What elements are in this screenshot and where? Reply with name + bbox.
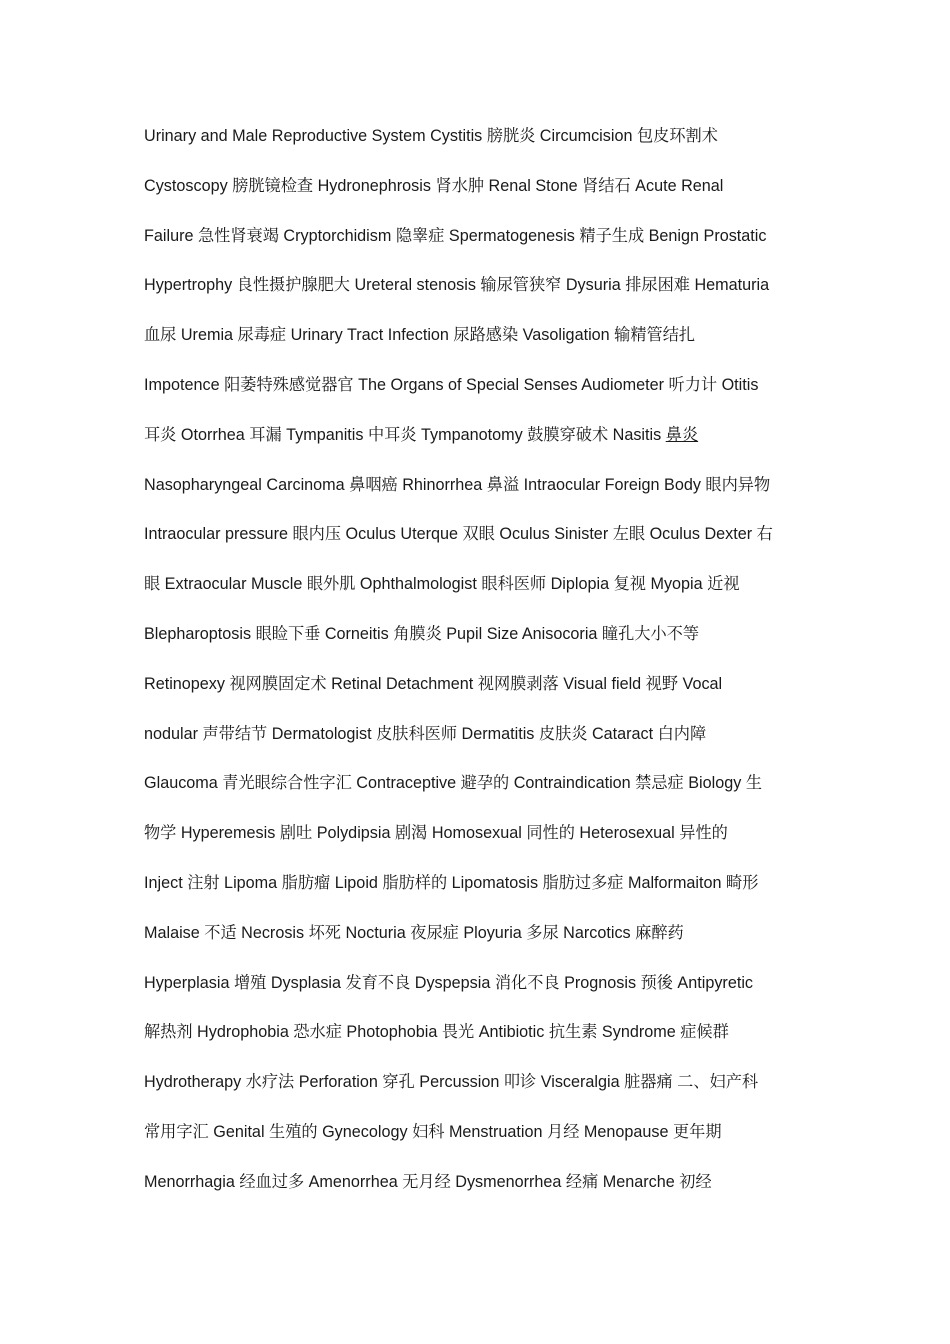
text-line-22: Menorrhagia 经血过多 Amenorrhea 无月经 Dysmenorrhea 经痛 Menarche 初经	[144, 1172, 712, 1191]
text-line-7-main: 耳炎 Otorrhea 耳漏 Tympanitis 中耳炎 Tympanotomy 鼓膜穿破术 Nasitis	[144, 425, 666, 444]
text-line-11: Blepharoptosis 眼睑下垂 Corneitis 角膜炎 Pupil Size Anisocoria 瞳孔大小不等	[144, 624, 700, 643]
text-line-2: Cystoscopy 膀胱镜检查 Hydronephrosis 肾水肿 Renal Stone 肾结石 Acute Renal	[144, 176, 724, 195]
text-line-3: Failure 急性肾衰竭 Cryptorchidism 隐睾症 Spermatogenesis 精子生成 Benign Prostatic	[144, 226, 767, 245]
text-line-6: Impotence 阳萎特殊感觉器官 The Organs of Special Senses Audiometer 听力计 Otitis	[144, 375, 759, 394]
vocabulary-text	[144, 112, 814, 1208]
text-line-13: nodular 声带结节 Dermatologist 皮肤科医师 Dermatitis 皮肤炎 Cataract 白内障	[144, 724, 707, 743]
text-line-7	[144, 411, 814, 461]
underlined-term: 鼻炎	[665, 425, 699, 444]
text-line-14: Glaucoma 青光眼综合性字汇 Contraceptive 避孕的 Contraindication 禁忌症 Biology 生	[144, 774, 763, 793]
text-line-20: Hydrotherapy 水疗法 Perforation 穿孔 Percussion 叩诊 Visceralgia 脏器痛 二、妇产科	[144, 1073, 759, 1092]
text-line-9: Intraocular pressure 眼内压 Oculus Uterque 双眼 Oculus Sinister 左眼 Oculus Dexter 右	[144, 525, 773, 544]
text-line-1: Urinary and Male Reproductive System Cystitis 膀胱炎 Circumcision 包皮环割术	[144, 127, 718, 145]
text-line-16: Inject 注射 Lipoma 脂肪瘤 Lipoid 脂肪样的 Lipomatosis 脂肪过多症 Malformaiton 畸形	[144, 873, 759, 892]
text-line-8: Nasopharyngeal Carcinoma 鼻咽癌 Rhinorrhea 鼻溢 Intraocular Foreign Body 眼内异物	[144, 475, 771, 494]
text-line-17: Malaise 不适 Necrosis 坏死 Nocturia 夜尿症 Ployuria 多尿 Narcotics 麻醉药	[144, 923, 684, 942]
text-line-18: Hyperplasia 增殖 Dysplasia 发育不良 Dyspepsia 消化不良 Prognosis 预後 Antipyretic	[144, 973, 754, 992]
text-line-19: 解热剂 Hydrophobia 恐水症 Photophobia 畏光 Antibiotic 抗生素 Syndrome 症候群	[144, 1023, 729, 1042]
text-line-10: 眼 Extraocular Muscle 眼外肌 Ophthalmologist 眼科医师 Diplopia 复视 Myopia 近视	[144, 575, 740, 594]
text-line-5: 血尿 Uremia 尿毒症 Urinary Tract Infection 尿路感染 Vasoligation 输精管结扎	[144, 326, 696, 345]
text-line-4: Hypertrophy 良性摄护腺肥大 Ureteral stenosis 输尿管狭窄 Dysuria 排尿困难 Hematuria	[144, 276, 770, 295]
text-line-21: 常用字汇 Genital 生殖的 Gynecology 妇科 Menstruation 月经 Menopause 更年期	[144, 1122, 722, 1141]
text-line-12: Retinopexy 视网膜固定术 Retinal Detachment 视网膜剥落 Visual field 视野 Vocal	[144, 674, 723, 693]
text-line-15: 物学 Hyperemesis 剧吐 Polydipsia 剧渴 Homosexual 同性的 Heterosexual 异性的	[144, 824, 728, 843]
